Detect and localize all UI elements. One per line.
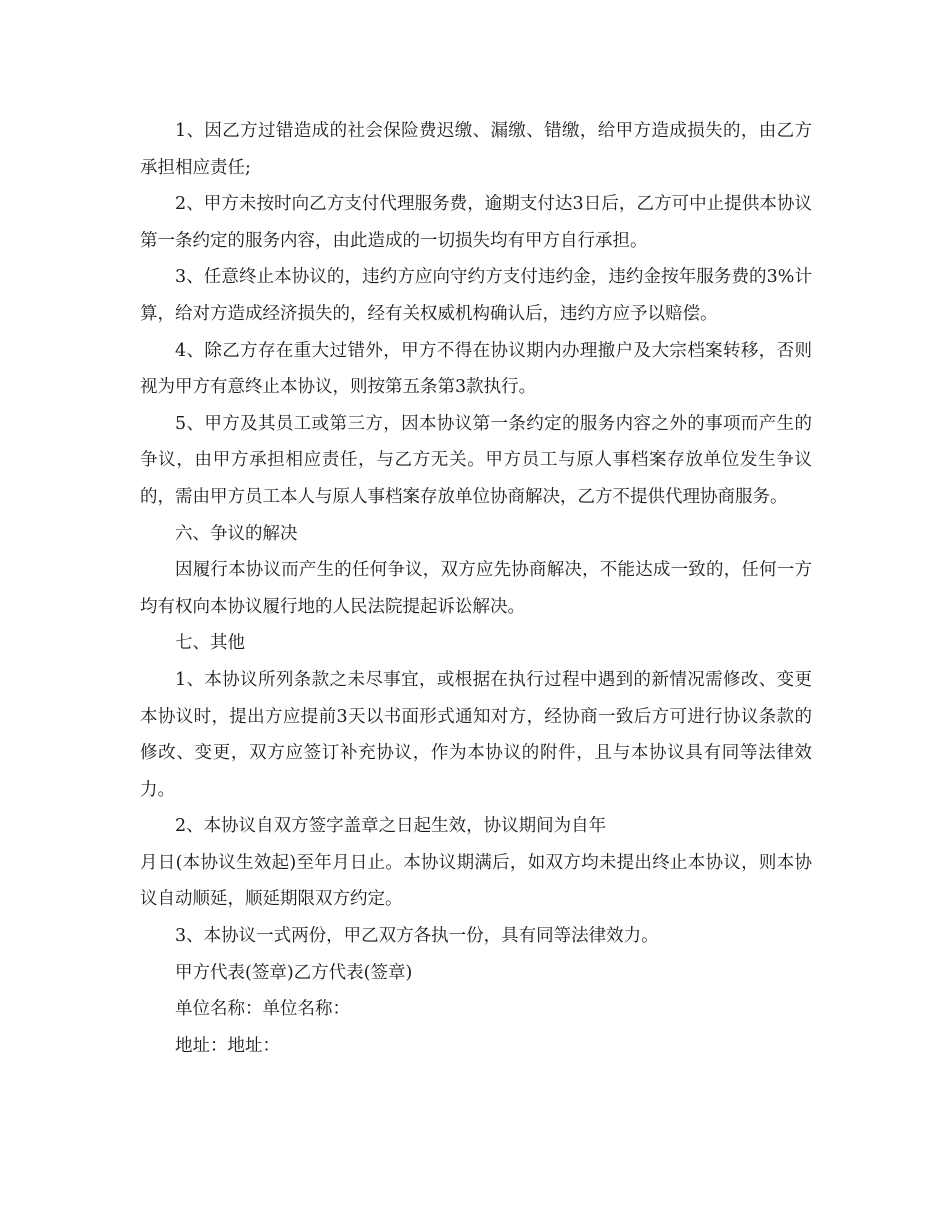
company-name-line: 单位名称：单位名称：: [175, 999, 350, 1020]
clause-5-1: 1、因乙方过错造成的社会保险费迟缴、漏缴、错缴，给甲方造成损失的，由乙方承担相应责任;: [140, 121, 812, 178]
clause-7-3: 3、本协议一式两份，甲乙双方各执一份，具有同等法律效力。: [175, 926, 659, 947]
clause-7-2: 2、本协议自双方签字盖章之日起生效，协议期间为自年: [175, 816, 607, 837]
clause-5-4: 4、除乙方存在重大过错外，甲方不得在协议期内办理撤户及大宗档案转移，否则视为甲方有意终止本协议，则按第五条第3款执行。: [140, 340, 812, 398]
clause-5-3: 3、任意终止本协议的，违约方应向守约方支付违约金，违约金按年服务费的3%计算，给对方造成经济损失的，经有关权威机构确认后，违约方应予以赔偿。: [140, 267, 812, 324]
address-line: 地址：地址：: [175, 1035, 280, 1056]
section-heading-other: 七、其他: [175, 633, 245, 654]
dispute-resolution-text: 因履行本协议而产生的任何争议，双方应先协商解决，不能达成一致的，任何一方均有权向本协议履行地的人民法院提起诉讼解决。: [140, 560, 812, 617]
section-heading-dispute: 六、争议的解决: [175, 523, 298, 544]
clause-7-1: 1、本协议所列条款之未尽事宜，或根据在执行过程中遇到的新情况需修改、变更本协议时，提出方应提前3天以书面形式通知对方，经协商一致后方可进行协议条款的修改、变更，双方应签订补充协议，作为本协议的附件，且与本协议具有同等法律效力。: [140, 669, 812, 800]
clause-5-2: 2、甲方未按时向乙方支付代理服务费，逾期支付达3日后，乙方可中止提供本协议第一条约定的服务内容，由此造成的一切损失均有甲方自行承担。: [140, 194, 812, 251]
document-body: [140, 113, 812, 1064]
clause-7-2-continued: 月日(本协议生效起)至年月日止。本协议期满后，如双方均未提出终止本协议，则本协议自动顺延，顺延期限双方约定。: [140, 852, 812, 910]
signature-line: 甲方代表(签章)乙方代表(签章): [175, 962, 413, 983]
clause-5-5: 5、甲方及其员工或第三方，因本协议第一条约定的服务内容之外的事项而产生的争议，由甲方承担相应责任，与乙方无关。甲方员工与原人事档案存放单位发生争议的，需由甲方员工本人与原人事档案存放单位协商解决，乙方不提供代理协商服务。: [140, 413, 812, 507]
